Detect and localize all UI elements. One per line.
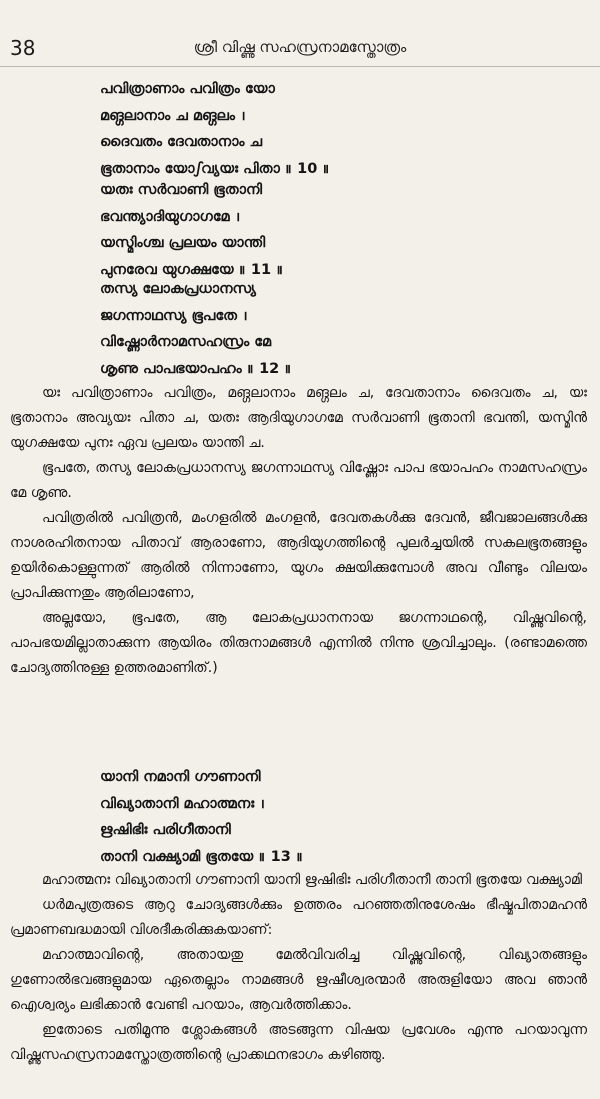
prose-paragraph: മഹാത്മനഃ വിഖ്യാതാനി ഗൗണാനി യാനി ഋഷിഭിഃ പരിഗീതാനീ താനി ഭൂതയേ വക്ഷ്യാമി (42, 872, 583, 888)
verse-10 (100, 76, 330, 182)
verse-line: യാനി നമാനി ഗൗണാനി (100, 769, 261, 785)
verse-line: ജഗന്നാഥസ്യ ഭൂപതേ । (100, 307, 250, 324)
prose-paragraph: അല്ലയോ, ഭൂപതേ, ആ ലോകപ്രധാനനായ ജഗന്നാഥന്റെ, വിഷ്ണുവിന്റെ, പാപഭയമില്ലാതാക്കുന്ന ആയിരം തിരുനാമങ്ങൾ എന്നിൽ നിന്നു ശ്രവിച്ചാലും. (രണ്ടാമത്തെ ചോദ്യത്തിനുള്ള ഉത്തരമാണിത്.) (10, 610, 587, 676)
verse-line: യതഃ സർവാണി ഭൂതാനി (100, 182, 262, 198)
verse-13 (100, 764, 303, 870)
prose-paragraph: ഇതോടെ പതിമൂന്നു ശ്ലോകങ്ങൾ അടങ്ങുന്ന വിഷയ പ്രവേശം എന്നു പറയാവുന്ന വിഷ്ണുസഹസ്രനാമസ്തോത്രത്തിന്റെ പ്രാക്കഥനഭാഗം കഴിഞ്ഞു. (10, 1022, 587, 1063)
verse-12 (100, 276, 292, 382)
prose-paragraph: യഃ പവിത്രാണാം പവിത്രം, മങ്ഗലാനാം മങ്ഗലം ച, ദേവതാനാം ദൈവതം ച, യഃ ഭൂതാനാം അവ്യയഃ പിതാ ച, യതഃ ആദിയുഗാഗമേ സർവാണി ഭൂതാനി ഭവന്തി, യസ്മിൻ യുഗക്ഷയേ പുനഃ ഏവ പ്രലയം യാന്തി ച. (10, 385, 587, 451)
prose-paragraph: ധർമപുത്രരുടെ ആറു ചോദ്യങ്ങൾക്കും ഉത്തരം പറഞ്ഞതിനുശേഷം ഭീഷ്മപിതാമഹൻ പ്രമാണബദ്ധമായി വിശദീകരിക്കുകയാണ്: (10, 897, 587, 938)
verse-line: പുനരേവ യുഗക്ഷയേ ॥ 11 ॥ (100, 261, 284, 278)
verse-line: ഋഷിഭിഃ പരിഗീതാനി (100, 822, 231, 838)
verse-11 (100, 177, 283, 283)
verse-line: വിഷ്ണോർനാമസഹസ്രം മേ (100, 334, 272, 350)
commentary-block-2 (10, 868, 587, 1068)
commentary-block-1 (10, 381, 587, 681)
running-title: ശ്രീ വിഷ്ണു സഹസ്രനാമസ്തോത്രം (193, 38, 407, 56)
verse-line: മങ്ഗലാനാം ച മങ്ഗലം । (100, 107, 248, 124)
prose-paragraph: പവിത്രരിൽ പവിത്രൻ, മംഗളരിൽ മംഗളൻ, ദേവതകൾക്കു ദേവൻ, ജീവജാലങ്ങൾക്കു നാശരഹിതനായ പിതാവ് ആരാണോ, ആദിയുഗത്തിന്റെ പുലർച്ചയിൽ സകലഭൂതങ്ങളും ഉയിർകൊള്ളുന്നത് ആരിൽ നിന്നാണോ, യുഗം ക്ഷയിക്കുമ്പോൾ അവ വീണ്ടും വിലയം പ്രാപിക്കുന്നതും ആരിലാണോ, (10, 510, 587, 601)
verse-line: തസ്യ ലോകപ്രധാനസ്യ (100, 281, 256, 297)
page-header (0, 36, 600, 66)
verse-line: ശൃണു പാപഭയാപഹം ॥ 12 ॥ (100, 360, 292, 377)
verse-line: പവിത്രാണാം പവിത്രം യോ (100, 81, 275, 97)
prose-paragraph: ഭൂപതേ, തസ്യ ലോകപ്രധാനസ്യ ജഗന്നാഥസ്യ വിഷ്ണോഃ പാപ ഭയാപഹം നാമസഹസ്രം മേ ശൃണു. (10, 460, 587, 501)
header-divider (0, 66, 600, 67)
verse-line: യസ്മിംശ്ച പ്രലയം യാന്തി (100, 235, 266, 251)
prose-paragraph: മഹാത്മാവിന്റെ, അതായതു മേൽവിവരിച്ച വിഷ്ണുവിന്റെ, വിഖ്യാതങ്ങളും ഗുണോൽഭവങ്ങളുമായ ഏതെല്ലാം നാമങ്ങൾ ഋഷീശ്വരന്മാർ അരുളിയോ അവ ഞാൻ ഐശ്വര്യം ലഭിക്കാൻ വേണ്ടി പറയാം, ആവർത്തിക്കാം. (10, 947, 587, 1013)
verse-line: വിഖ്യാതാനി മഹാത്മനഃ । (100, 795, 267, 812)
verse-line: ഭവന്ത്യാദിയുഗാഗമേ । (100, 208, 242, 225)
verse-line: ഭൂതാനാം യോഽവ്യയഃ പിതാ ॥ 10 ॥ (100, 160, 330, 177)
page-number: 38 (10, 36, 36, 60)
verse-line: താനി വക്ഷ്യാമി ഭൂതയേ ॥ 13 ॥ (100, 848, 304, 865)
verse-line: ദൈവതം ദേവതാനാം ച (100, 134, 263, 150)
